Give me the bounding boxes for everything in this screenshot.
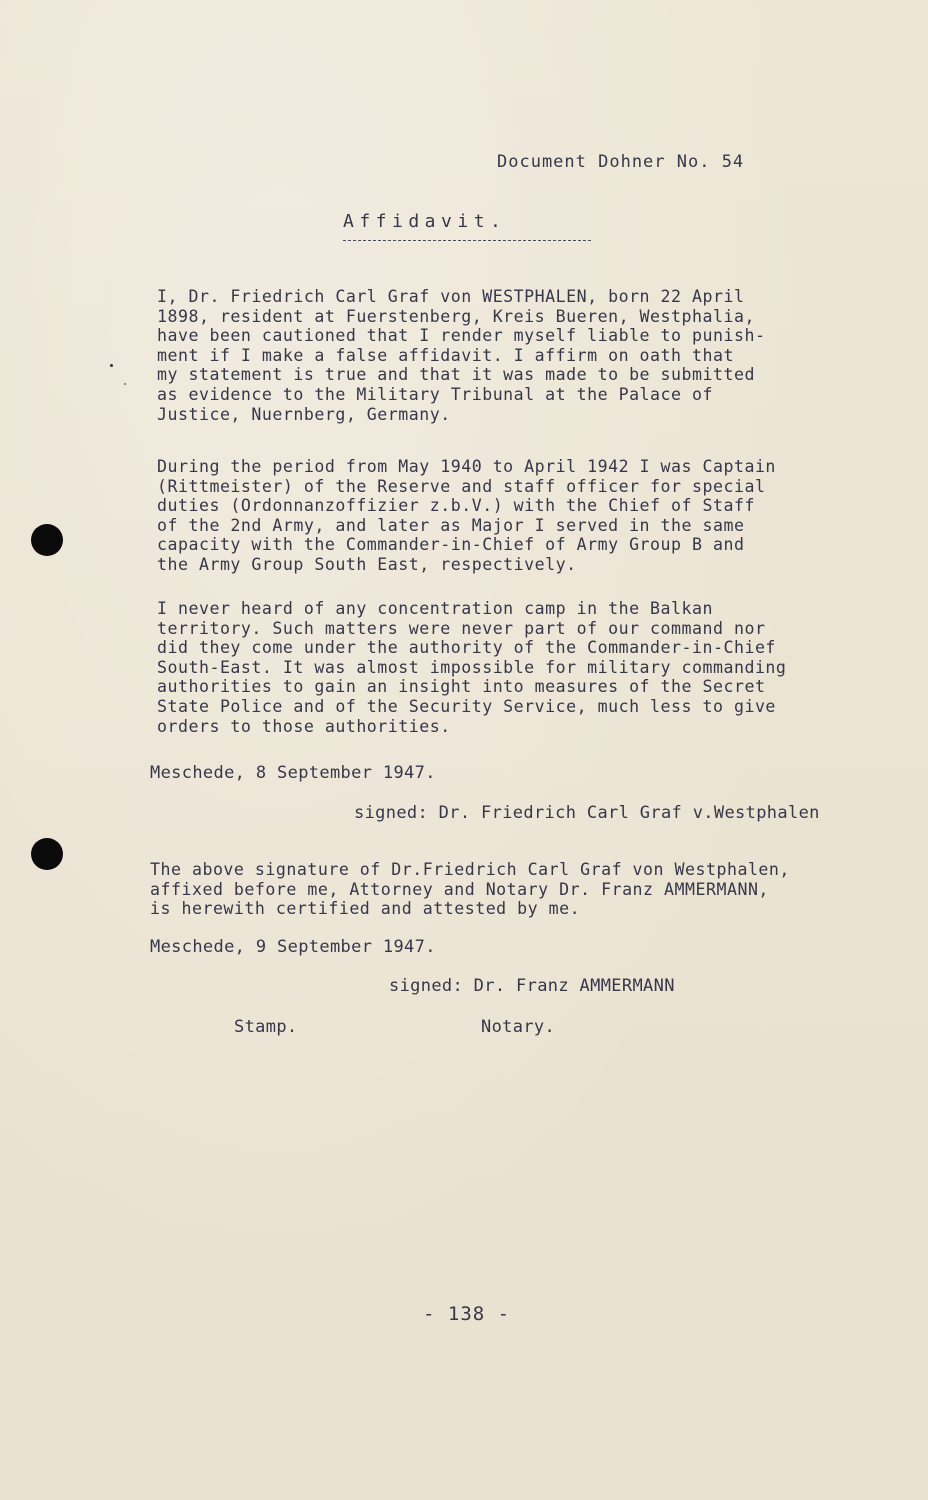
ink-speck xyxy=(124,383,126,385)
text-line: affixed before me, Attorney and Notary Dr. Franz AMMERMANN, xyxy=(150,879,769,899)
text-line: as evidence to the Military Tribunal at the Palace of xyxy=(157,384,713,404)
punch-hole xyxy=(31,838,63,870)
text-line: duties (Ordonnanzoffizier z.b.V.) with the Chief of Staff xyxy=(157,496,755,516)
notary-label: Notary. xyxy=(481,1017,556,1037)
text-line: did they come under the authority of the Commander-in-Chief xyxy=(157,638,776,658)
ink-speck xyxy=(110,364,113,367)
text-line: is herewith certified and attested by me. xyxy=(150,899,581,919)
affidavit-paragraph-service xyxy=(157,457,776,575)
text-line: orders to those authorities. xyxy=(157,716,451,736)
text-line: my statement is true and that it was made to be submitted xyxy=(157,365,755,385)
signature-notary: signed: Dr. Franz AMMERMANN xyxy=(389,976,675,996)
affidavit-paragraph-identity xyxy=(157,287,765,424)
text-line: territory. Such matters were never part of our command nor xyxy=(157,618,766,638)
text-line: During the period from May 1940 to April 1942 I was Captain xyxy=(157,457,776,476)
text-line: I, Dr. Friedrich Carl Graf von WESTPHALEN, born 22 April xyxy=(157,287,745,306)
place-date-affiant: Meschede, 8 September 1947. xyxy=(150,763,436,783)
text-line: South-East. It was almost impossible for military commanding xyxy=(157,657,787,677)
title-underline xyxy=(343,240,591,241)
text-line: authorities to gain an insight into measures of the Secret xyxy=(157,677,766,697)
document-title: Affidavit. xyxy=(343,211,507,232)
text-line: have been cautioned that I render myself liable to punish- xyxy=(157,326,766,346)
text-line: the Army Group South East, respectively. xyxy=(157,554,577,574)
text-line: of the 2nd Army, and later as Major I served in the same xyxy=(157,515,745,535)
text-line: Justice, Nuernberg, Germany. xyxy=(157,404,451,424)
text-line: I never heard of any concentration camp in the Balkan xyxy=(157,599,713,618)
document-number: Document Dohner No. 54 xyxy=(497,152,745,172)
signature-affiant: signed: Dr. Friedrich Carl Graf v.Westphalen xyxy=(354,803,820,823)
text-line: ment if I make a false affidavit. I affirm on oath that xyxy=(157,345,734,365)
page-number: - 138 - xyxy=(423,1303,511,1325)
text-line: (Rittmeister) of the Reserve and staff officer for special xyxy=(157,476,766,496)
notary-certification-paragraph xyxy=(150,860,790,919)
text-line: The above signature of Dr.Friedrich Carl Graf von Westphalen, xyxy=(150,860,790,879)
affidavit-paragraph-statement xyxy=(157,599,786,736)
text-line: State Police and of the Security Service, much less to give xyxy=(157,696,776,716)
place-date-notary: Meschede, 9 September 1947. xyxy=(150,937,436,957)
text-line: 1898, resident at Fuerstenberg, Kreis Bueren, Westphalia, xyxy=(157,306,755,326)
text-line: capacity with the Commander-in-Chief of Army Group B and xyxy=(157,535,745,555)
punch-hole xyxy=(31,524,63,556)
stamp-label: Stamp. xyxy=(234,1017,298,1037)
